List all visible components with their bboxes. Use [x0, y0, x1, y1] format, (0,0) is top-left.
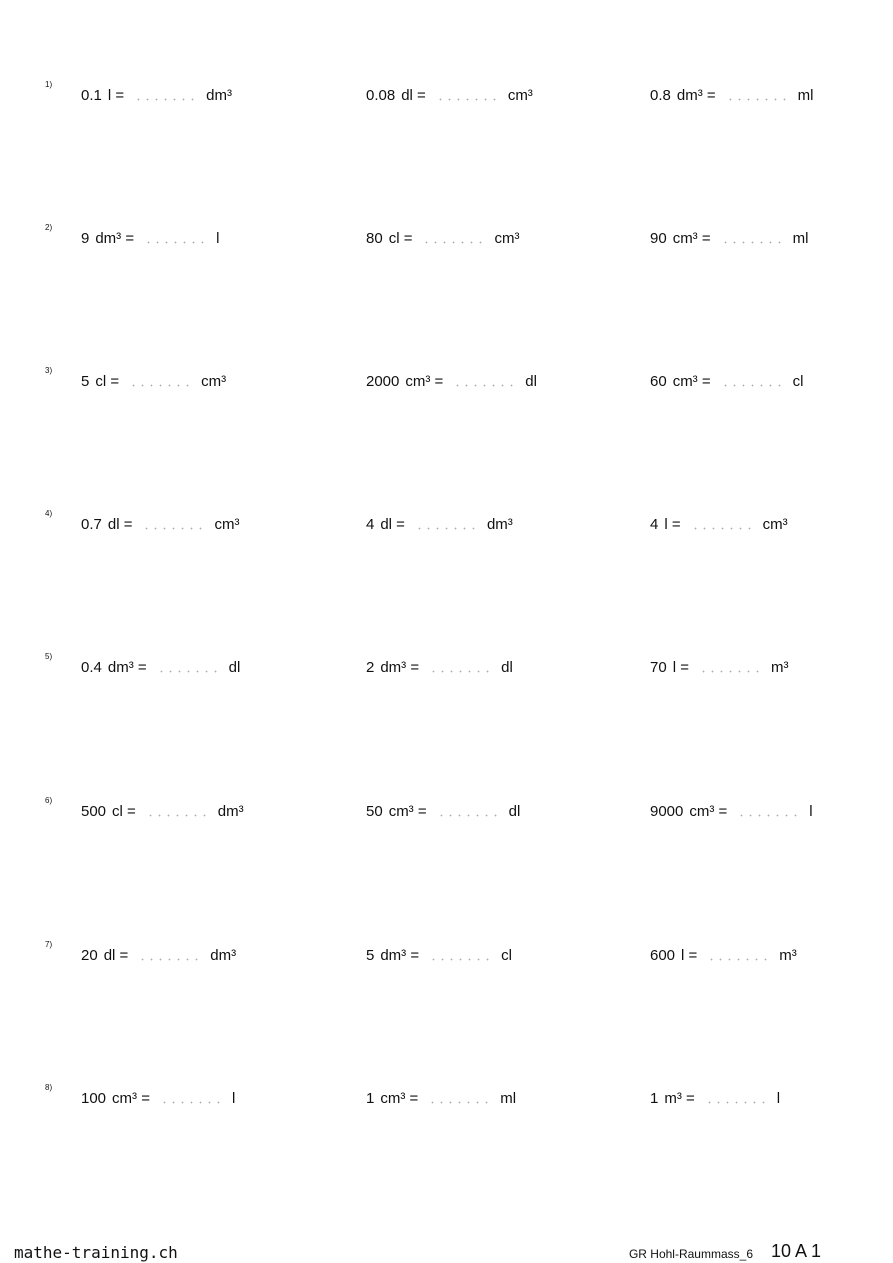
source-unit: l = [107, 87, 125, 104]
given-value: 600 [650, 947, 676, 964]
source-unit: dm³ = [676, 87, 716, 104]
sheet-name: GR Hohl-Raummass_6 [628, 1247, 753, 1261]
answer-blank[interactable] [429, 660, 491, 674]
site-name: mathe-training.ch [14, 1243, 178, 1262]
exercise-number: 7) [45, 940, 53, 949]
answer-blank[interactable] [726, 88, 788, 102]
conversion-task [366, 515, 513, 535]
target-unit: m³ [770, 659, 789, 676]
target-unit: dl [501, 659, 513, 676]
given-value: 60 [650, 373, 667, 390]
conversion-task [81, 229, 219, 249]
conversion-task [366, 372, 537, 392]
given-value: 1 [650, 1090, 659, 1107]
source-unit: dm³ = [95, 230, 135, 247]
given-value: 20 [81, 947, 98, 964]
answer-blank[interactable] [146, 804, 208, 818]
target-unit: l [231, 1090, 236, 1107]
source-unit: cm³ = [672, 373, 711, 390]
given-value: 9 [81, 230, 90, 247]
answer-blank[interactable] [437, 804, 499, 818]
answer-blank[interactable] [436, 88, 498, 102]
source-unit: l = [664, 516, 681, 533]
exercise-row [0, 796, 893, 826]
conversion-task [650, 515, 788, 535]
source-unit: cm³ = [112, 1090, 150, 1107]
target-unit: cm³ [494, 230, 520, 247]
target-unit: cl [501, 947, 512, 964]
exercise-row [0, 940, 893, 970]
source-unit: cl = [95, 373, 120, 390]
answer-blank[interactable] [691, 517, 753, 531]
exercise-number: 4) [45, 509, 53, 518]
answer-blank[interactable] [707, 948, 769, 962]
exercise-row [0, 223, 893, 253]
answer-blank[interactable] [138, 948, 200, 962]
conversion-task [366, 802, 520, 822]
source-unit: dl = [103, 947, 129, 964]
conversion-task [366, 86, 533, 106]
target-unit: cm³ [201, 373, 227, 390]
conversion-task [366, 658, 513, 678]
target-unit: dl [525, 373, 537, 390]
exercise-row [0, 366, 893, 396]
exercise-number: 5) [45, 652, 53, 661]
given-value: 100 [81, 1090, 107, 1107]
answer-blank[interactable] [142, 517, 204, 531]
conversion-task [81, 658, 240, 678]
given-value: 500 [81, 803, 107, 820]
given-value: 2000 [366, 373, 400, 390]
source-unit: cm³ = [388, 803, 427, 820]
given-value: 0.08 [366, 87, 396, 104]
exercise-number: 8) [45, 1083, 53, 1092]
source-unit: l = [672, 659, 689, 676]
source-unit: m³ = [664, 1090, 695, 1107]
source-unit: dl = [107, 516, 133, 533]
target-unit: ml [797, 87, 814, 104]
target-unit: ml [792, 230, 809, 247]
conversion-task [650, 372, 803, 392]
conversion-task [81, 946, 236, 966]
target-unit: cm³ [762, 516, 788, 533]
conversion-task [650, 658, 788, 678]
exercise-row [0, 80, 893, 110]
given-value: 0.8 [650, 87, 671, 104]
conversion-task [81, 515, 239, 535]
answer-blank[interactable] [157, 660, 219, 674]
source-unit: dl = [401, 87, 426, 104]
target-unit: l [776, 1090, 781, 1107]
exercise-number: 3) [45, 366, 53, 375]
conversion-task [81, 1089, 235, 1109]
answer-blank[interactable] [129, 374, 191, 388]
source-unit: cm³ = [405, 373, 444, 390]
conversion-task [81, 86, 232, 106]
target-unit: cl [792, 373, 804, 390]
answer-blank[interactable] [721, 231, 783, 245]
given-value: 2 [366, 659, 375, 676]
given-value: 5 [366, 947, 375, 964]
given-value: 5 [81, 373, 90, 390]
exercise-number: 6) [45, 796, 53, 805]
target-unit: l [216, 230, 220, 247]
source-unit: dm³ = [380, 947, 420, 964]
conversion-task [366, 946, 512, 966]
given-value: 80 [366, 230, 383, 247]
conversion-task [366, 1089, 516, 1109]
answer-blank[interactable] [428, 1091, 490, 1105]
target-unit: l [809, 803, 813, 820]
target-unit: ml [500, 1090, 517, 1107]
exercise-row [0, 1083, 893, 1113]
target-unit: dm³ [486, 516, 513, 533]
target-unit: cm³ [214, 516, 240, 533]
conversion-task [650, 946, 797, 966]
given-value: 0.4 [81, 659, 102, 676]
conversion-task [650, 802, 813, 822]
source-unit: cm³ = [380, 1090, 419, 1107]
source-unit: cl = [112, 803, 136, 820]
answer-blank[interactable] [160, 1091, 222, 1105]
given-value: 50 [366, 803, 383, 820]
target-unit: dm³ [206, 87, 232, 104]
answer-blank[interactable] [144, 231, 206, 245]
target-unit: cm³ [507, 87, 533, 104]
answer-blank[interactable] [422, 231, 484, 245]
answer-blank[interactable] [699, 660, 761, 674]
answer-blank[interactable] [415, 517, 477, 531]
conversion-task [650, 1089, 780, 1109]
given-value: 4 [366, 516, 375, 533]
conversion-task [650, 229, 808, 249]
exercise-row [0, 652, 893, 682]
source-unit: cl = [388, 230, 413, 247]
given-value: 4 [650, 516, 659, 533]
conversion-task [81, 372, 226, 392]
target-unit: m³ [779, 947, 797, 964]
given-value: 0.1 [81, 87, 102, 104]
conversion-task [650, 86, 813, 106]
target-unit: dl [508, 803, 521, 820]
given-value: 70 [650, 659, 667, 676]
source-unit: l = [681, 947, 698, 964]
exercise-number: 1) [45, 80, 53, 89]
answer-blank[interactable] [737, 804, 799, 818]
answer-blank[interactable] [721, 374, 783, 388]
exercise-number: 2) [45, 223, 53, 232]
source-unit: cm³ = [689, 803, 728, 820]
source-unit: dm³ = [380, 659, 420, 676]
exercise-row [0, 509, 893, 539]
given-value: 0.7 [81, 516, 102, 533]
given-value: 90 [650, 230, 667, 247]
source-unit: dl = [380, 516, 405, 533]
conversion-task [366, 229, 519, 249]
target-unit: dl [228, 659, 241, 676]
sheet-code: 10 A 1 [771, 1241, 822, 1261]
given-value: 1 [366, 1090, 375, 1107]
source-unit: dm³ = [107, 659, 147, 676]
given-value: 9000 [650, 803, 684, 820]
answer-blank[interactable] [429, 948, 491, 962]
conversion-task [81, 802, 244, 822]
source-unit: cm³ = [672, 230, 711, 247]
target-unit: dm³ [217, 803, 244, 820]
answer-blank[interactable] [705, 1091, 767, 1105]
target-unit: dm³ [210, 947, 237, 964]
answer-blank[interactable] [134, 88, 196, 102]
answer-blank[interactable] [453, 374, 515, 388]
